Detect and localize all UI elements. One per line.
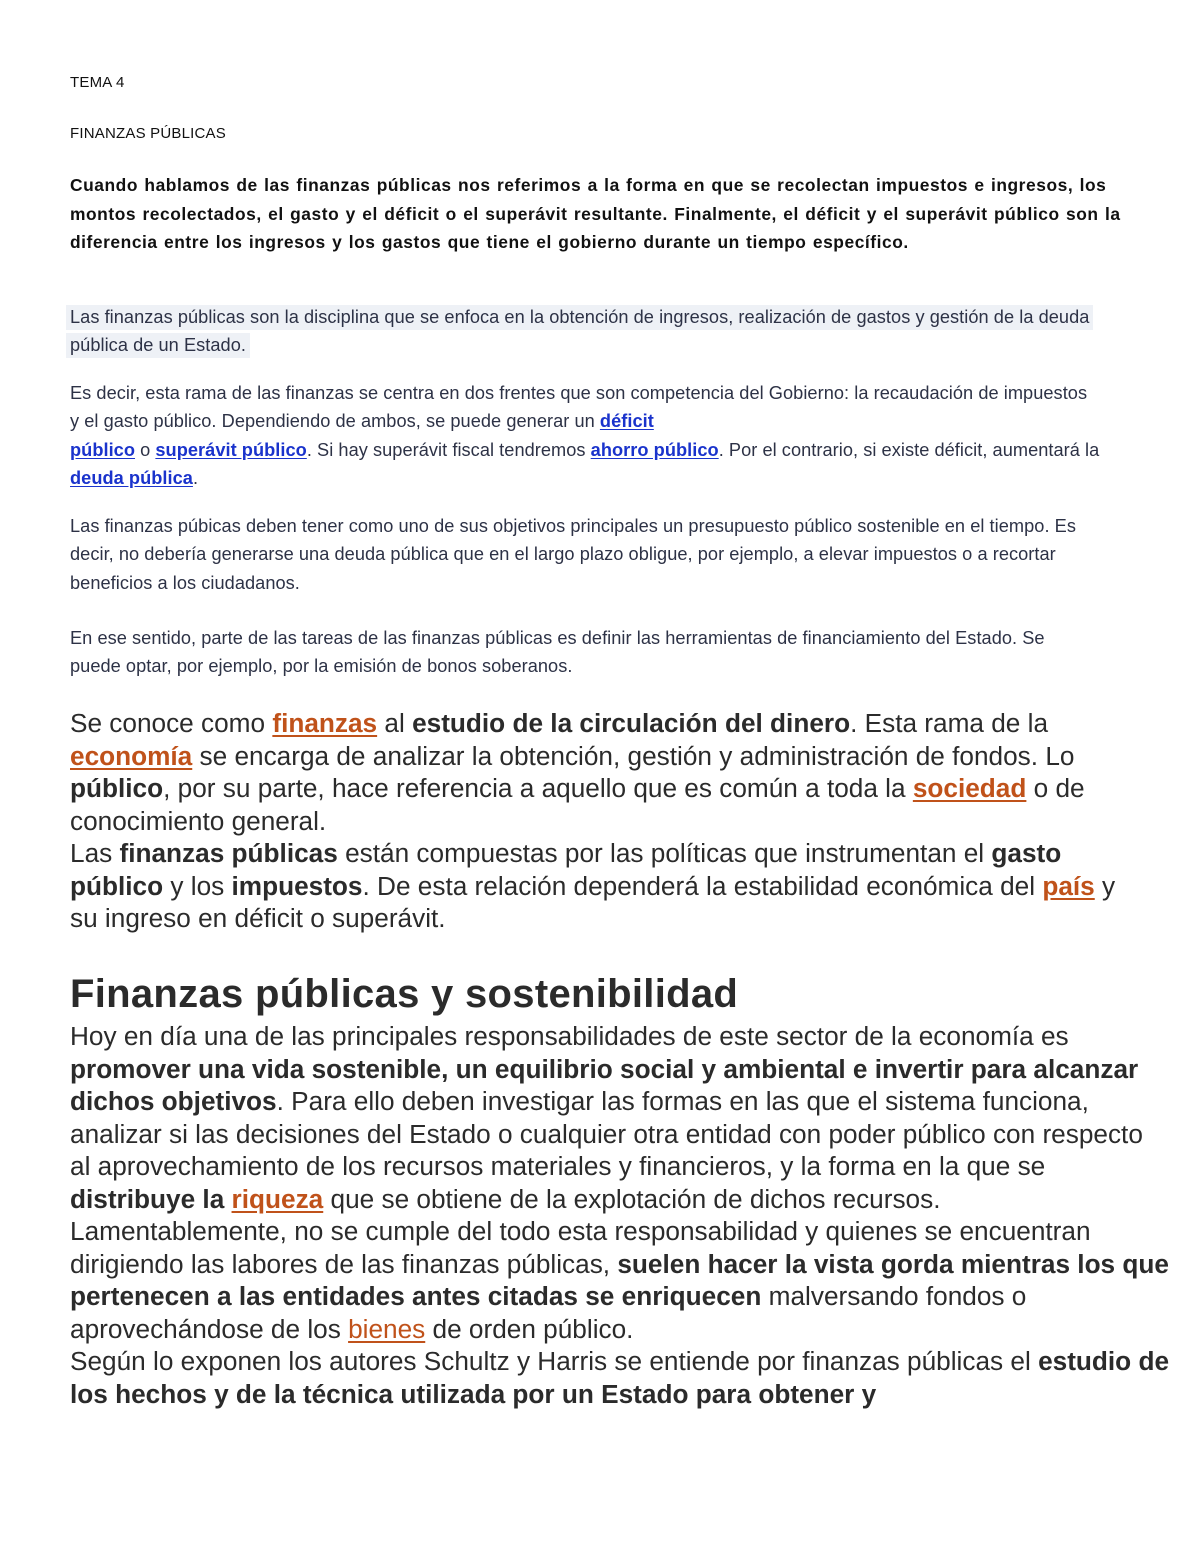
economia-link[interactable]: economía	[70, 740, 193, 771]
paragraph-text: Lamentablemente, no se cumple del todo esta responsabilidad y quienes se encuentran dirigiendo las labores de las finanzas públicas,	[70, 1216, 1091, 1279]
bold-text: distribuye la	[70, 1183, 232, 1214]
superavit-publico-link[interactable]: superávit público	[155, 439, 307, 460]
deficit-paragraph	[70, 379, 1100, 492]
financing-paragraph: En ese sentido, parte de las tareas de las finanzas públicas es definir las herramientas de financiamiento del Estado. Se puede optar, por ejemplo, por la emisión de bonos soberanos.	[70, 628, 1045, 677]
paragraph-text: al	[377, 708, 413, 738]
pais-link[interactable]: país	[1042, 870, 1095, 901]
paragraph-text: Hoy en día una de las principales responsabilidades de este sector de la economía es	[70, 1021, 1069, 1051]
deuda-publica-link[interactable]: deuda pública	[70, 467, 193, 488]
sociedad-link[interactable]: sociedad	[912, 773, 1027, 803]
link-text: déficit	[599, 411, 654, 432]
paragraph-text: o	[135, 439, 156, 460]
intro-paragraph: Cuando hablamos de las finanzas públicas nos referimos a la forma en que se recolectan impuestos e ingresos, los montos recolectados, el gasto y el déficit o el superávit resultante. Finalmente, el déficit y el superávit público son la diferencia entre los ingresos y los gastos que tiene el gobierno durante un tiempo específico.	[70, 175, 1121, 252]
bold-text: impuestos	[231, 870, 363, 901]
paragraph-text: se encarga de analizar la obtención, gestión y administración de fondos. Lo	[192, 740, 1075, 771]
paragraph-text: Según lo exponen los autores Schultz y Harris se entiende por finanzas públicas el	[70, 1346, 1039, 1376]
paragraph-text: .	[192, 467, 199, 488]
bold-text: promover una vida sostenible, un equilibrio social y ambiental e invertir para alcanzar dichos objetivos	[70, 1053, 1139, 1116]
paragraph-text: y los	[163, 870, 232, 901]
definition-paragraph	[66, 303, 1096, 360]
paragraph-text: . Para ello deben investigar las formas en las que el sistema funciona, analizar si las decisiones del Estado o cualquier otra entidad con poder público con respecto al aprovechamiento de los recursos materiales y financieros, y la forma en la que se	[70, 1086, 1143, 1181]
paragraph-text: , por su parte, hace referencia a aquello que es común a toda la	[163, 773, 913, 803]
paragraph-text: . Esta rama de la	[850, 708, 1049, 738]
paragraph-text: Es decir, esta rama de las finanzas se centra en dos frentes que son competencia del Gobierno: la recaudación de impuestos y el gasto público. Dependiendo de ambos, se puede generar un	[70, 383, 1088, 432]
bold-text: suelen hacer la vista gorda mientras los que pertenecen a las entidades antes citadas se enriquecen	[70, 1248, 1169, 1311]
bold-text: público	[70, 773, 164, 803]
finanzas-link[interactable]: finanzas	[272, 708, 378, 738]
document-title: FINANZAS PÚBLICAS	[70, 125, 226, 142]
paragraph-text: están compuestas por las políticas que instrumentan el	[337, 838, 992, 868]
paragraph-text: que se obtiene de la explotación de dichos recursos.	[323, 1183, 941, 1214]
highlighted-definition: Las finanzas públicas son la disciplina que se enfoca en la obtención de ingresos, realización de gastos y gestión de la deuda pública de un Estado.	[66, 305, 1093, 358]
paragraph-text: y su ingreso en déficit o superávit.	[70, 870, 1116, 933]
ahorro-publico-link[interactable]: ahorro público	[590, 439, 719, 460]
paragraph-text: Se conoce como	[70, 708, 273, 738]
paragraph-text: . Por el contrario, si existe déficit, aumentará la	[718, 439, 1100, 460]
bold-text: estudio de los hechos y de la técnica utilizada por un Estado para obtener y	[70, 1346, 1170, 1409]
link-text: público	[70, 439, 136, 460]
paragraph-text: o de conocimiento general.	[70, 773, 1085, 836]
topic-label: TEMA 4	[70, 74, 125, 91]
riqueza-link[interactable]: riqueza	[231, 1183, 324, 1214]
finance-definition-paragraph	[70, 707, 1150, 935]
section-heading: Finanzas públicas y sostenibilidad	[70, 972, 739, 1016]
bold-text: finanzas públicas	[119, 838, 338, 868]
bienes-link[interactable]: bienes	[348, 1313, 426, 1344]
sustainability-budget-paragraph: Las finanzas púbicas deben tener como uno de sus objetivos principales un presupuesto público sostenible en el tiempo. Es decir, no debería generarse una deuda pública que en el largo plazo obligue, por ejemplo, a elevar impuestos o a recortar beneficios a los ciudadanos.	[70, 516, 1076, 593]
bold-text: gasto público	[70, 838, 1062, 901]
bold-text: estudio de la circulación del dinero	[412, 708, 851, 738]
paragraph-text: . De esta relación dependerá la estabilidad económica del	[362, 870, 1043, 901]
paragraph-text: Las	[70, 838, 120, 868]
paragraph-text: de orden público.	[425, 1313, 634, 1344]
sustainability-paragraph	[70, 1020, 1170, 1410]
paragraph-text: malversando fondos o aprovechándose de los	[70, 1281, 1027, 1344]
paragraph-text: . Si hay superávit fiscal tendremos	[306, 439, 591, 460]
